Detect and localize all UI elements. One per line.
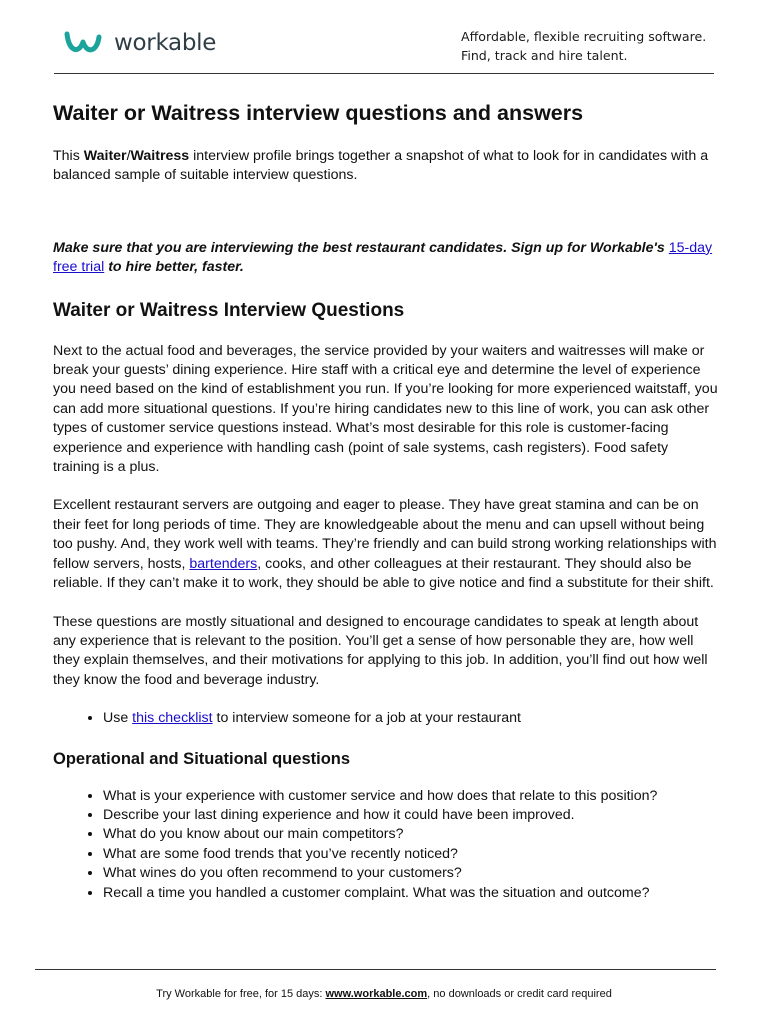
header-tagline (461, 27, 706, 65)
tagline-line-2: Find, track and hire talent. (461, 48, 628, 63)
workable-logo-icon (64, 28, 108, 58)
checklist-link[interactable]: this checklist (132, 710, 213, 727)
intro-paragraph: This Waiter/Waitress interview profile brings together a snapshot of what to look for in candidates with a balanced sample of suitable interview questions. (53, 148, 709, 184)
tagline-line-1: Affordable, flexible recruiting software. (461, 29, 707, 44)
logo-wordmark: workable (114, 30, 217, 56)
page-title: Waiter or Waitress interview questions and answers (53, 101, 584, 125)
page-header (0, 0, 768, 74)
section1-paragraph-1: Next to the actual food and beverages, the service provided by your waiters and waitresses will make or break your guests’ dining experience. Hire staff with a critical eye and determine the level of experience you need based on the kind of establishment you run. If you’re looking for more experienced waitstaff, you can add more situational questions. If you’re hiring candidates new to this line of work, you can ask other types of customer service questions instead. What’s most desirable for this role is customer-facing experience and experience with handling cash (point of sale systems, cash registers). Food safety training is a plus. (53, 342, 718, 476)
list-item: • What wines do you often recommend to your customers? (103, 864, 718, 883)
questions-list (53, 787, 718, 903)
list-item: • Use this checklist to interview someone for a job at your restaurant (103, 709, 718, 728)
footer-divider (35, 969, 716, 970)
page-footer: Try Workable for free, for 15 days: www.workable.com, no downloads or credit card required (156, 988, 612, 1000)
list-item: • Describe your last dining experience and how it could have been improved. (103, 806, 718, 825)
bartenders-link[interactable]: bartenders (189, 555, 258, 572)
free-trial-link[interactable]: 15-day free trial (53, 239, 713, 276)
document-body (53, 99, 718, 903)
checklist-list (53, 709, 718, 728)
section-heading-interview-questions: Waiter or Waitress Interview Questions (53, 299, 405, 321)
list-item: • Recall a time you handled a customer complaint. What was the situation and outcome? (103, 884, 718, 903)
list-item: • What do you know about our main competitors? (103, 825, 718, 844)
header-divider (54, 73, 714, 74)
workable-logo[interactable] (64, 28, 216, 58)
list-item: • What are some food trends that you’ve recently noticed? (103, 845, 718, 864)
list-item: • What is your experience with customer service and how does that relate to this position? (103, 787, 718, 806)
section-heading-operational: Operational and Situational questions (53, 749, 351, 768)
cta-paragraph: Make sure that you are interviewing the best restaurant candidates. Sign up for Workable's 15-day free trial to hire better, faster. (53, 239, 713, 276)
section1-paragraph-3: These questions are mostly situational and designed to encourage candidates to speak at length about any experience that is relevant to the position. You’ll get a sense of how personable they are, how well they explain themselves, and their motivations for applying to this job. In addition, you’ll find out how well they know the food and beverage industry. (53, 613, 708, 688)
section1-paragraph-2: Excellent restaurant servers are outgoing and eager to please. They have great stamina and can be on their feet for long periods of time. They are knowledgeable about the menu and can upsell without being too pushy. And, they work well with teams. They’re friendly and can build strong working relationships with fellow servers, hosts, bartenders, cooks, and other colleagues at their restaurant. They should also be reliable. If they can’t make it to work, they should be able to give notice and find a substitute for their shift. (53, 497, 717, 592)
workable-site-link[interactable]: www.workable.com (325, 988, 428, 1000)
